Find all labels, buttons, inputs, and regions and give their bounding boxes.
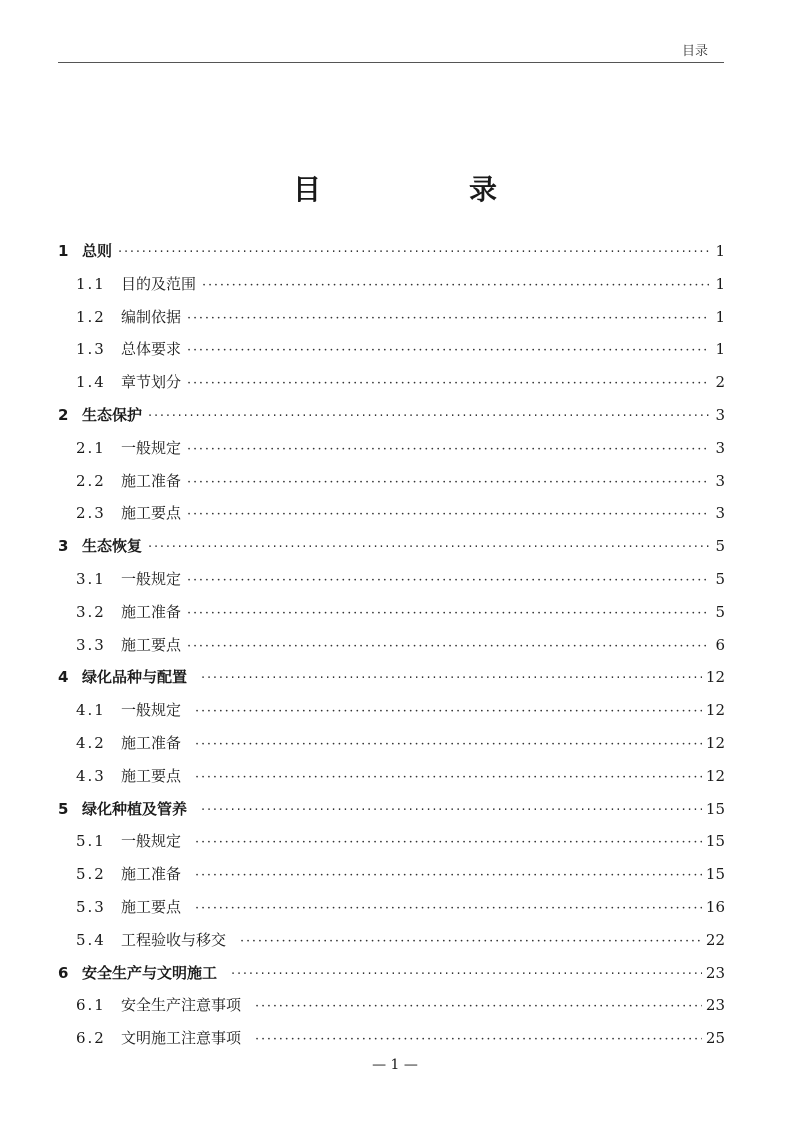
toc-entry-page-number: 5 — [715, 569, 725, 588]
page-title: 目 录 — [292, 173, 557, 206]
toc-entry-number: 5.4 — [76, 930, 106, 949]
toc-entry-page-number: 1 — [715, 242, 725, 260]
toc-entry-page-number: 15 — [705, 865, 725, 884]
toc-section-entry[interactable] — [58, 1022, 725, 1055]
toc-entry-page-number: 3 — [715, 471, 725, 490]
toc-chapter-entry[interactable] — [58, 399, 725, 432]
toc-entry-label: 总体要求 — [121, 340, 182, 359]
toc-dot-leader — [148, 530, 709, 563]
toc-entry-label: 安全生产与文明施工 — [82, 963, 218, 982]
toc-dot-leader — [240, 924, 702, 957]
toc-dot-leader — [195, 858, 702, 891]
toc-entry-number: 3.3 — [76, 635, 106, 654]
toc-entry-label: 一般规定 — [121, 701, 182, 720]
toc-section-entry[interactable] — [58, 924, 725, 957]
toc-entry-number: 1.2 — [76, 307, 106, 326]
toc-entry-page-number: 5 — [715, 537, 725, 556]
toc-entry-page-number: 22 — [705, 930, 725, 949]
toc-entry-label: 施工要点 — [121, 504, 182, 523]
toc-entry-page-number: 2 — [715, 373, 725, 392]
toc-section-entry[interactable] — [58, 333, 725, 366]
toc-entry-label: 施工准备 — [121, 471, 182, 490]
toc-dot-leader — [255, 989, 702, 1022]
toc-entry-label: 一般规定 — [121, 438, 182, 457]
toc-entry-page-number: 3 — [715, 438, 725, 457]
toc-section-entry[interactable] — [58, 268, 725, 301]
toc-entry-label: 生态恢复 — [82, 537, 143, 556]
toc-entry-number: 4.1 — [76, 701, 106, 720]
toc-section-entry[interactable] — [58, 694, 725, 727]
toc-section-entry[interactable] — [58, 825, 725, 858]
toc-section-entry[interactable] — [58, 465, 725, 498]
toc-entry-number: 3.1 — [76, 569, 106, 588]
toc-dot-leader — [201, 661, 702, 694]
running-header: 目录 — [681, 44, 708, 59]
toc-entry-number: 2.2 — [76, 471, 106, 490]
toc-entry-number: 1 — [58, 242, 69, 260]
toc-entry-label: 安全生产注意事项 — [121, 996, 242, 1015]
toc-dot-leader — [201, 793, 702, 826]
toc-entry-label: 绿化种植及管养 — [82, 799, 188, 818]
toc-entry-label: 编制依据 — [121, 307, 182, 326]
footer-page-number: — 1 — — [372, 1057, 418, 1073]
toc-section-entry[interactable] — [58, 727, 725, 760]
toc-entry-page-number: 5 — [715, 602, 725, 621]
toc-entry-number: 5.1 — [76, 832, 106, 851]
toc-section-entry[interactable] — [58, 891, 725, 924]
toc-dot-leader — [187, 333, 709, 366]
toc-entry-label: 施工要点 — [121, 897, 182, 916]
toc-section-entry[interactable] — [58, 596, 725, 629]
toc-entry-number: 3 — [58, 537, 69, 556]
toc-entry-label: 施工准备 — [121, 602, 182, 621]
toc-entry-number: 4.3 — [76, 766, 106, 785]
toc-entry-page-number: 12 — [705, 701, 725, 720]
toc-dot-leader — [187, 629, 709, 662]
toc-entry-page-number: 1 — [715, 340, 725, 359]
toc-entry-page-number: 25 — [705, 1029, 725, 1048]
toc-entry-number: 4 — [58, 668, 69, 687]
toc-entry-number: 3.2 — [76, 602, 106, 621]
toc-dot-leader — [195, 694, 702, 727]
toc-dot-leader — [187, 497, 709, 530]
toc-entry-number: 2.3 — [76, 504, 106, 523]
toc-chapter-entry[interactable] — [58, 530, 725, 563]
toc-entry-page-number: 3 — [715, 504, 725, 523]
toc-entry-page-number: 6 — [715, 635, 725, 654]
toc-entry-page-number: 23 — [705, 996, 725, 1015]
toc-dot-leader — [187, 596, 709, 629]
toc-entry-label: 一般规定 — [121, 832, 182, 851]
toc-entry-page-number: 15 — [705, 832, 725, 851]
toc-entry-number: 4.2 — [76, 733, 106, 752]
toc-entry-number: 6 — [58, 963, 69, 982]
toc-dot-leader — [195, 891, 702, 924]
toc-entry-number: 5 — [58, 799, 69, 818]
header-rule — [58, 62, 724, 63]
toc-section-entry[interactable] — [58, 497, 725, 530]
toc-entry-label: 生态保护 — [82, 405, 143, 424]
toc-entry-label: 目的及范围 — [121, 274, 197, 293]
toc-dot-leader — [255, 1022, 702, 1055]
toc-entry-number: 1.4 — [76, 373, 106, 392]
toc-entry-page-number: 15 — [705, 799, 725, 818]
toc-section-entry[interactable] — [58, 760, 725, 793]
toc-entry-number: 2 — [58, 405, 69, 424]
toc-entry-label: 一般规定 — [121, 569, 182, 588]
toc-entry-label: 绿化品种与配置 — [82, 668, 188, 687]
toc-entry-page-number: 16 — [705, 897, 725, 916]
toc-dot-leader — [195, 825, 702, 858]
toc-dot-leader — [187, 432, 709, 465]
toc-entry-number: 6.2 — [76, 1029, 106, 1048]
toc-entry-page-number: 23 — [705, 963, 725, 982]
toc-entry-label: 工程验收与移交 — [121, 930, 227, 949]
toc-entry-number: 1.3 — [76, 340, 106, 359]
toc-dot-leader — [187, 366, 709, 399]
toc-dot-leader — [187, 301, 709, 334]
toc-entry-label: 章节划分 — [121, 373, 182, 392]
toc-section-entry[interactable] — [58, 989, 725, 1022]
table-of-contents — [58, 235, 725, 1055]
toc-chapter-entry[interactable] — [58, 957, 725, 990]
toc-dot-leader — [195, 760, 702, 793]
toc-entry-page-number: 12 — [705, 733, 725, 752]
toc-entry-page-number: 3 — [715, 405, 725, 424]
toc-entry-label: 施工准备 — [121, 733, 182, 752]
toc-entry-label: 施工准备 — [121, 865, 182, 884]
toc-chapter-entry[interactable] — [58, 793, 725, 826]
toc-entry-number: 5.3 — [76, 897, 106, 916]
toc-section-entry[interactable] — [58, 563, 725, 596]
toc-dot-leader — [231, 957, 702, 990]
toc-entry-number: 2.1 — [76, 438, 106, 457]
toc-section-entry[interactable] — [58, 629, 725, 662]
toc-chapter-entry[interactable] — [58, 235, 725, 268]
toc-entry-number: 6.1 — [76, 996, 106, 1015]
toc-dot-leader — [202, 268, 709, 301]
toc-dot-leader — [118, 235, 709, 268]
toc-entry-page-number: 1 — [715, 274, 725, 293]
toc-entry-page-number: 12 — [705, 766, 725, 785]
toc-entry-page-number: 1 — [715, 307, 725, 326]
toc-dot-leader — [187, 465, 709, 498]
toc-entry-label: 文明施工注意事项 — [121, 1029, 242, 1048]
toc-entry-label: 施工要点 — [121, 766, 182, 785]
toc-dot-leader — [187, 563, 709, 596]
toc-entry-number: 1.1 — [76, 274, 106, 293]
toc-entry-number: 5.2 — [76, 865, 106, 884]
toc-section-entry[interactable] — [58, 432, 725, 465]
toc-entry-page-number: 12 — [705, 668, 725, 687]
toc-entry-label: 施工要点 — [121, 635, 182, 654]
toc-dot-leader — [195, 727, 702, 760]
toc-section-entry[interactable] — [58, 858, 725, 891]
toc-entry-label: 总则 — [82, 242, 113, 260]
toc-dot-leader — [148, 399, 709, 432]
toc-section-entry[interactable] — [58, 366, 725, 399]
toc-section-entry[interactable] — [58, 301, 725, 334]
toc-chapter-entry[interactable] — [58, 661, 725, 694]
